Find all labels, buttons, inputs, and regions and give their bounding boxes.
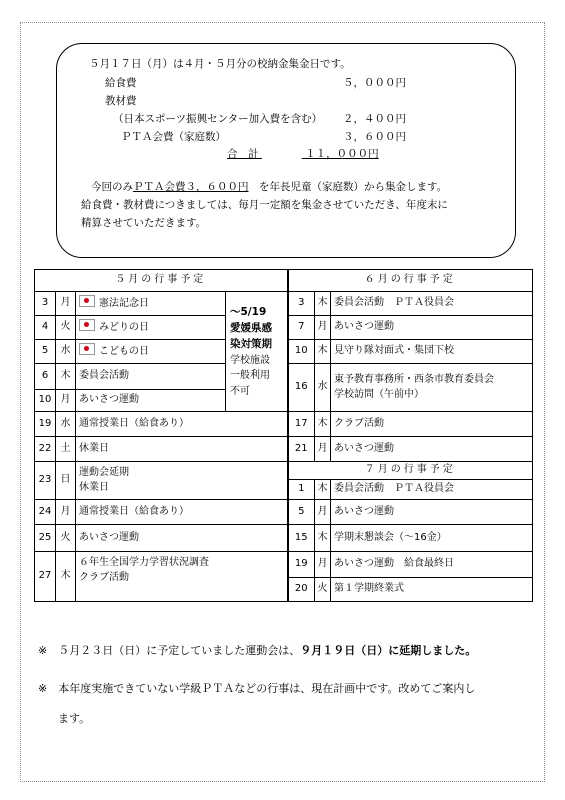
june-day: 10 <box>288 340 315 364</box>
june-header: ６月の行事予定 <box>288 270 533 292</box>
fee-total-label: 合 計 <box>227 148 259 160</box>
may-weekday: 水 <box>56 412 76 437</box>
may-event-cell <box>76 292 226 316</box>
footer-line1-bold: ９月１９日（日）に延期しました。 <box>300 644 477 657</box>
footer-mark: ※ <box>38 644 48 657</box>
july-header: ７月の行事予定 <box>288 462 533 480</box>
july-weekday: 月 <box>315 552 331 578</box>
may-event: ６年生全国学力学習状況調査 <box>79 557 209 568</box>
may-note-line: 学校施設 <box>230 354 270 366</box>
may-day: 23 <box>35 462 56 500</box>
july-event: 学期末懇談会（～16金） <box>331 525 533 552</box>
june-weekday: 月 <box>315 437 331 462</box>
may-day: 22 <box>35 437 56 462</box>
july-event: あいさつ運動 給食最終日 <box>331 552 533 578</box>
may-event-line2: 休業日 <box>79 481 109 493</box>
may-weekday: 日 <box>56 462 76 500</box>
footer-line2-text: 本年度実施できていない学級ＰＴＡなどの行事は、現在計画中です。改めてご案内し <box>58 682 476 695</box>
may-weekday: 木 <box>56 364 76 390</box>
footer-line3: ます。 <box>58 712 91 725</box>
may-facility-note <box>226 292 288 412</box>
july-event: 第１学期終業式 <box>331 578 533 602</box>
june-event: あいさつ運動 <box>331 316 533 340</box>
may-day: 25 <box>35 525 56 552</box>
june-weekday: 木 <box>315 412 331 437</box>
may-event-cell <box>76 340 226 364</box>
may-day: 5 <box>35 340 56 364</box>
june-weekday: 木 <box>315 292 331 316</box>
june-event: あいさつ運動 <box>331 437 533 462</box>
may-weekday: 月 <box>56 390 76 412</box>
june-event: 東予教育事務所・西条市教育委員会 <box>334 374 494 385</box>
july-weekday: 火 <box>315 578 331 602</box>
fee-label-pta: ＰＴＡ会費（家庭数） <box>121 131 226 143</box>
fee-note-underlined: ＰＴＡ会費３，６００円 <box>133 181 249 193</box>
may-event: 委員会活動 <box>76 364 226 390</box>
may-event: あいさつ運動 <box>76 525 288 552</box>
may-weekday: 水 <box>56 340 76 364</box>
japan-flag-icon <box>79 343 95 355</box>
fee-notice-box <box>56 43 516 258</box>
june-event: 見守り隊対面式・集団下校 <box>331 340 533 364</box>
fee-note-post: を年長児童（家庭数）から集金します。 <box>259 181 448 193</box>
may-note-line: 不可 <box>230 385 250 397</box>
fee-total-amount: １１，０００円 <box>305 148 379 160</box>
fee-total-row <box>227 146 407 161</box>
fee-note-line1 <box>91 179 447 194</box>
may-event: こどもの日 <box>99 346 149 358</box>
june-event-line2: 学校訪問（午前中） <box>334 388 424 400</box>
june-event: 委員会活動 ＰＴＡ役員会 <box>331 292 533 316</box>
japan-flag-icon <box>79 319 95 331</box>
may-event: 休業日 <box>76 437 288 462</box>
fee-amount-materials: ２，４００円 <box>343 113 406 125</box>
fee-amount-pta: ３，６００円 <box>343 131 406 143</box>
may-weekday: 木 <box>56 552 76 602</box>
footer-mark: ※ <box>38 682 48 695</box>
may-day: 10 <box>35 390 56 412</box>
fee-amount-lunch: ５，０００円 <box>343 77 406 89</box>
fee-label-materials: 教材費 <box>105 95 137 107</box>
july-day: 5 <box>288 500 315 525</box>
july-day: 15 <box>288 525 315 552</box>
july-event: 委員会活動 ＰＴＡ役員会 <box>331 480 533 500</box>
june-weekday: 木 <box>315 340 331 364</box>
may-day: 27 <box>35 552 56 602</box>
may-day: 24 <box>35 500 56 525</box>
may-weekday: 火 <box>56 525 76 552</box>
june-event: クラブ活動 <box>331 412 533 437</box>
july-day: 19 <box>288 552 315 578</box>
may-weekday: 月 <box>56 500 76 525</box>
july-weekday: 木 <box>315 480 331 500</box>
japan-flag-icon <box>79 295 95 307</box>
may-weekday: 土 <box>56 437 76 462</box>
may-note-line: 染対策期 <box>230 338 272 351</box>
fee-note-line2: 給食費・教材費につきましては、毎月一定額を集金させていただき、年度末に <box>81 199 448 211</box>
july-day: 20 <box>288 578 315 602</box>
may-event: 通常授業日（給食あり） <box>76 412 288 437</box>
june-weekday: 水 <box>315 364 331 412</box>
june-day: 17 <box>288 412 315 437</box>
may-event: 運動会延期 <box>79 467 129 478</box>
may-day: 3 <box>35 292 56 316</box>
footer-line1 <box>38 642 476 658</box>
may-event: 通常授業日（給食あり） <box>76 500 288 525</box>
may-event: みどりの日 <box>99 322 149 334</box>
fee-note-pre: 今回のみ <box>91 181 133 193</box>
may-day: 6 <box>35 364 56 390</box>
may-event: あいさつ運動 <box>76 390 226 412</box>
may-note-line: 愛媛県感 <box>230 322 272 335</box>
schedule-table <box>34 269 533 602</box>
may-event-cell <box>76 316 226 340</box>
june-weekday: 月 <box>315 316 331 340</box>
may-note-line: ～5/19 <box>230 305 267 318</box>
june-day: 16 <box>288 364 315 412</box>
june-day: 7 <box>288 316 315 340</box>
fee-intro: ５月１７日（月）は４月・５月分の校納金集金日です。 <box>89 58 351 70</box>
may-weekday: 月 <box>56 292 76 316</box>
may-event-cell <box>76 552 288 602</box>
june-day: 21 <box>288 437 315 462</box>
may-event-line2: クラブ活動 <box>79 571 129 583</box>
footer-line1-text: ５月２３日（日）に予定していました運動会は、 <box>58 644 301 657</box>
may-day: 19 <box>35 412 56 437</box>
may-note-line: 一般利用 <box>230 370 270 382</box>
june-event-cell <box>331 364 533 412</box>
footer-line2 <box>38 680 475 696</box>
may-event: 憲法記念日 <box>99 298 149 310</box>
may-day: 4 <box>35 316 56 340</box>
may-event-cell <box>76 462 288 500</box>
june-day: 3 <box>288 292 315 316</box>
fee-note-line3: 精算させていただきます。 <box>81 217 207 229</box>
july-weekday: 木 <box>315 525 331 552</box>
fee-label-sport: （日本スポーツ振興センター加入費を含む） <box>113 113 323 125</box>
fee-label-lunch: 給食費 <box>105 77 137 89</box>
july-event: あいさつ運動 <box>331 500 533 525</box>
may-weekday: 火 <box>56 316 76 340</box>
may-header: ５月の行事予定 <box>35 270 288 292</box>
july-day: 1 <box>288 480 315 500</box>
july-weekday: 月 <box>315 500 331 525</box>
